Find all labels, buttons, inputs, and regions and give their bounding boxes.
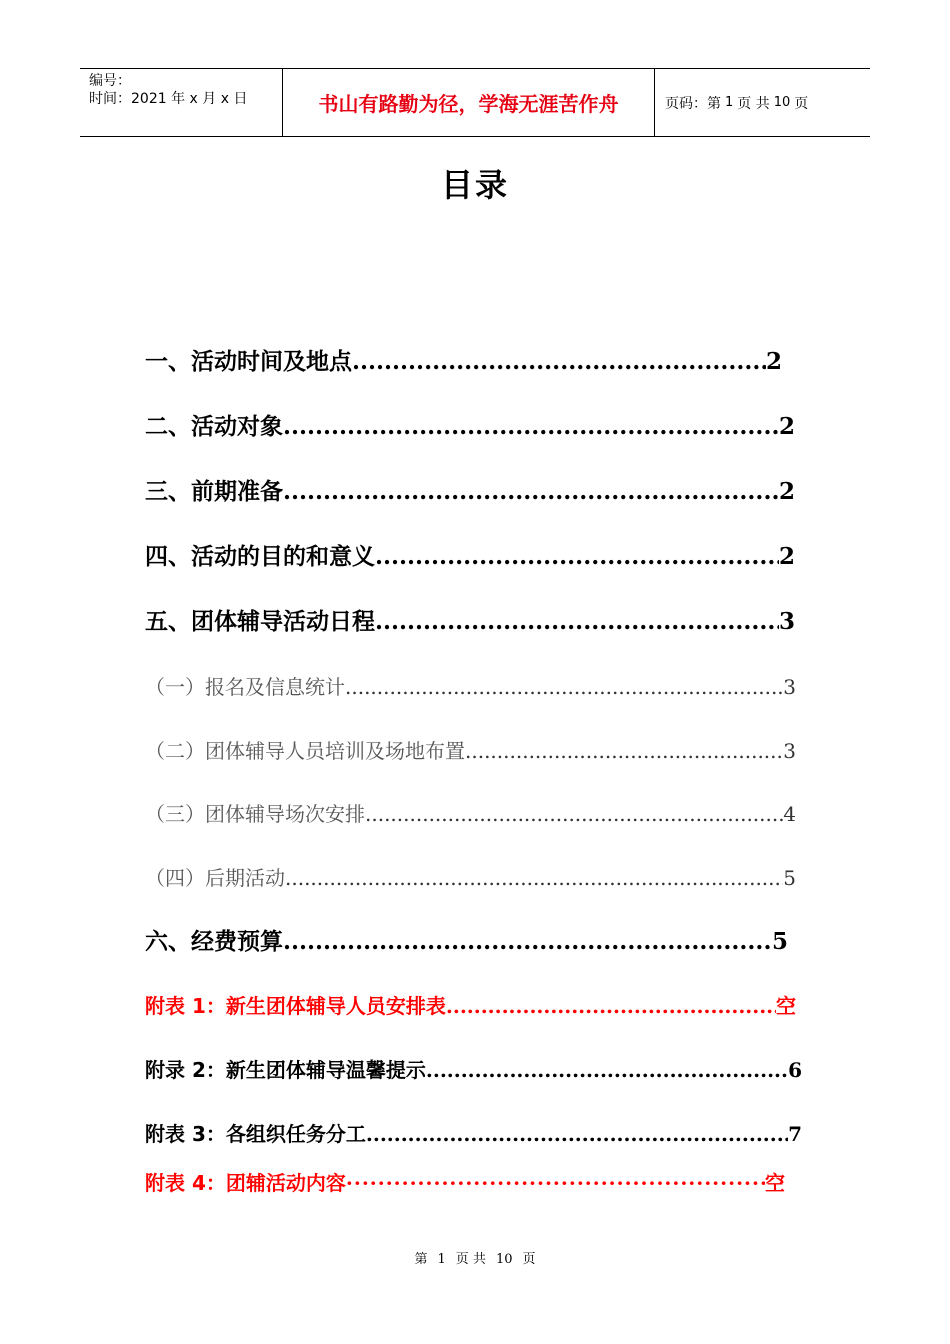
toc-entry-page: 空 — [765, 1171, 785, 1195]
toc-entry-page: 空 — [776, 994, 796, 1018]
toc-leader — [352, 348, 766, 375]
toc-entry-3[interactable] — [145, 473, 795, 506]
page-number: 1 — [725, 95, 734, 110]
toc-appendix-1[interactable] — [145, 990, 796, 1019]
toc-leader — [375, 608, 779, 635]
header-meta — [80, 69, 282, 136]
toc-entry-page: 2 — [778, 478, 795, 505]
toc-entry-1[interactable] — [145, 343, 782, 376]
toc-entry-5-1[interactable] — [145, 671, 796, 700]
page-footer — [0, 1248, 950, 1267]
toc-entry-5-4[interactable] — [145, 862, 796, 891]
number-label: 编号： — [89, 73, 131, 89]
date-label: 时间：2021 年 x 月 x 日 — [89, 91, 248, 107]
toc-entry-page: 2 — [765, 348, 782, 375]
toc-entry-page: 5 — [771, 928, 788, 955]
toc-entry-label: 附表 4：团辅活动内容 — [145, 1171, 346, 1195]
toc-entry-label: （四）后期活动 — [145, 866, 285, 890]
toc-entry-page: 7 — [788, 1122, 802, 1146]
toc-entry-page: 2 — [778, 413, 795, 440]
toc-entry-label: 附表 1：新生团体辅导人员安排表 — [145, 994, 446, 1018]
toc-entry-page: 3 — [783, 739, 796, 763]
toc-entry-label: （一）报名及信息统计 — [145, 675, 345, 699]
footer-suffix: 页 — [522, 1252, 536, 1267]
toc-entry-5-3[interactable] — [145, 798, 796, 827]
toc-leader — [365, 802, 783, 826]
toc-appendix-2[interactable] — [145, 1054, 802, 1083]
toc-entry-label: （二）团体辅导人员培训及场地布置 — [145, 739, 465, 763]
toc-entry-page: 3 — [778, 608, 795, 635]
toc-entry-label: 六、经费预算 — [145, 929, 283, 955]
toc-entry-label: 五、团体辅导活动日程 — [145, 609, 375, 635]
toc-leader — [375, 543, 779, 570]
toc-entry-label: 四、活动的目的和意义 — [145, 544, 375, 570]
toc-entry-label: 二、活动对象 — [145, 414, 283, 440]
toc-leader — [346, 1171, 765, 1195]
toc-leader — [366, 1122, 788, 1146]
page-total: 10 — [773, 95, 791, 110]
toc-entry-5[interactable] — [145, 603, 795, 636]
footer-mid: 页 共 — [455, 1252, 486, 1267]
toc-entry-page: 5 — [783, 866, 796, 890]
toc-appendix-3[interactable] — [145, 1118, 802, 1147]
toc-entry-page: 6 — [788, 1058, 802, 1082]
toc-leader — [465, 739, 783, 763]
footer-page: 1 — [437, 1252, 446, 1267]
toc-entry-page: 3 — [783, 675, 796, 699]
header-page-info — [655, 69, 870, 136]
toc-leader — [446, 994, 776, 1018]
footer-prefix: 第 — [414, 1252, 428, 1267]
toc-leader — [283, 478, 779, 505]
toc-leader — [426, 1058, 788, 1082]
toc-entry-label: 一、活动时间及地点 — [145, 349, 352, 375]
toc-appendix-4[interactable] — [145, 1167, 785, 1196]
header-motto: 书山有路勤为径，学海无涯苦作舟 — [282, 69, 655, 136]
page-label: 页码：第 — [665, 95, 721, 112]
toc-entry-5-2[interactable] — [145, 735, 796, 764]
toc-entry-4[interactable] — [145, 538, 795, 571]
toc-entry-label: （三）团体辅导场次安排 — [145, 802, 365, 826]
toc-entry-2[interactable] — [145, 408, 795, 441]
toc-leader — [283, 413, 779, 440]
toc-entry-page: 4 — [783, 802, 796, 826]
footer-total: 10 — [495, 1252, 513, 1267]
page-end: 页 — [794, 95, 809, 112]
page-title: 目录 — [440, 166, 509, 204]
page-mid: 页 共 — [737, 95, 770, 112]
toc-entry-page: 2 — [778, 543, 795, 570]
toc-entry-label: 附录 2：新生团体辅导温馨提示 — [145, 1058, 426, 1082]
toc-entry-label: 三、前期准备 — [145, 479, 283, 505]
toc-leader — [285, 866, 783, 890]
toc-leader — [345, 675, 783, 699]
toc-entry-6[interactable] — [145, 923, 788, 956]
toc-leader — [283, 928, 772, 955]
toc-entry-label: 附表 3：各组织任务分工 — [145, 1122, 366, 1146]
header-table — [80, 68, 870, 137]
